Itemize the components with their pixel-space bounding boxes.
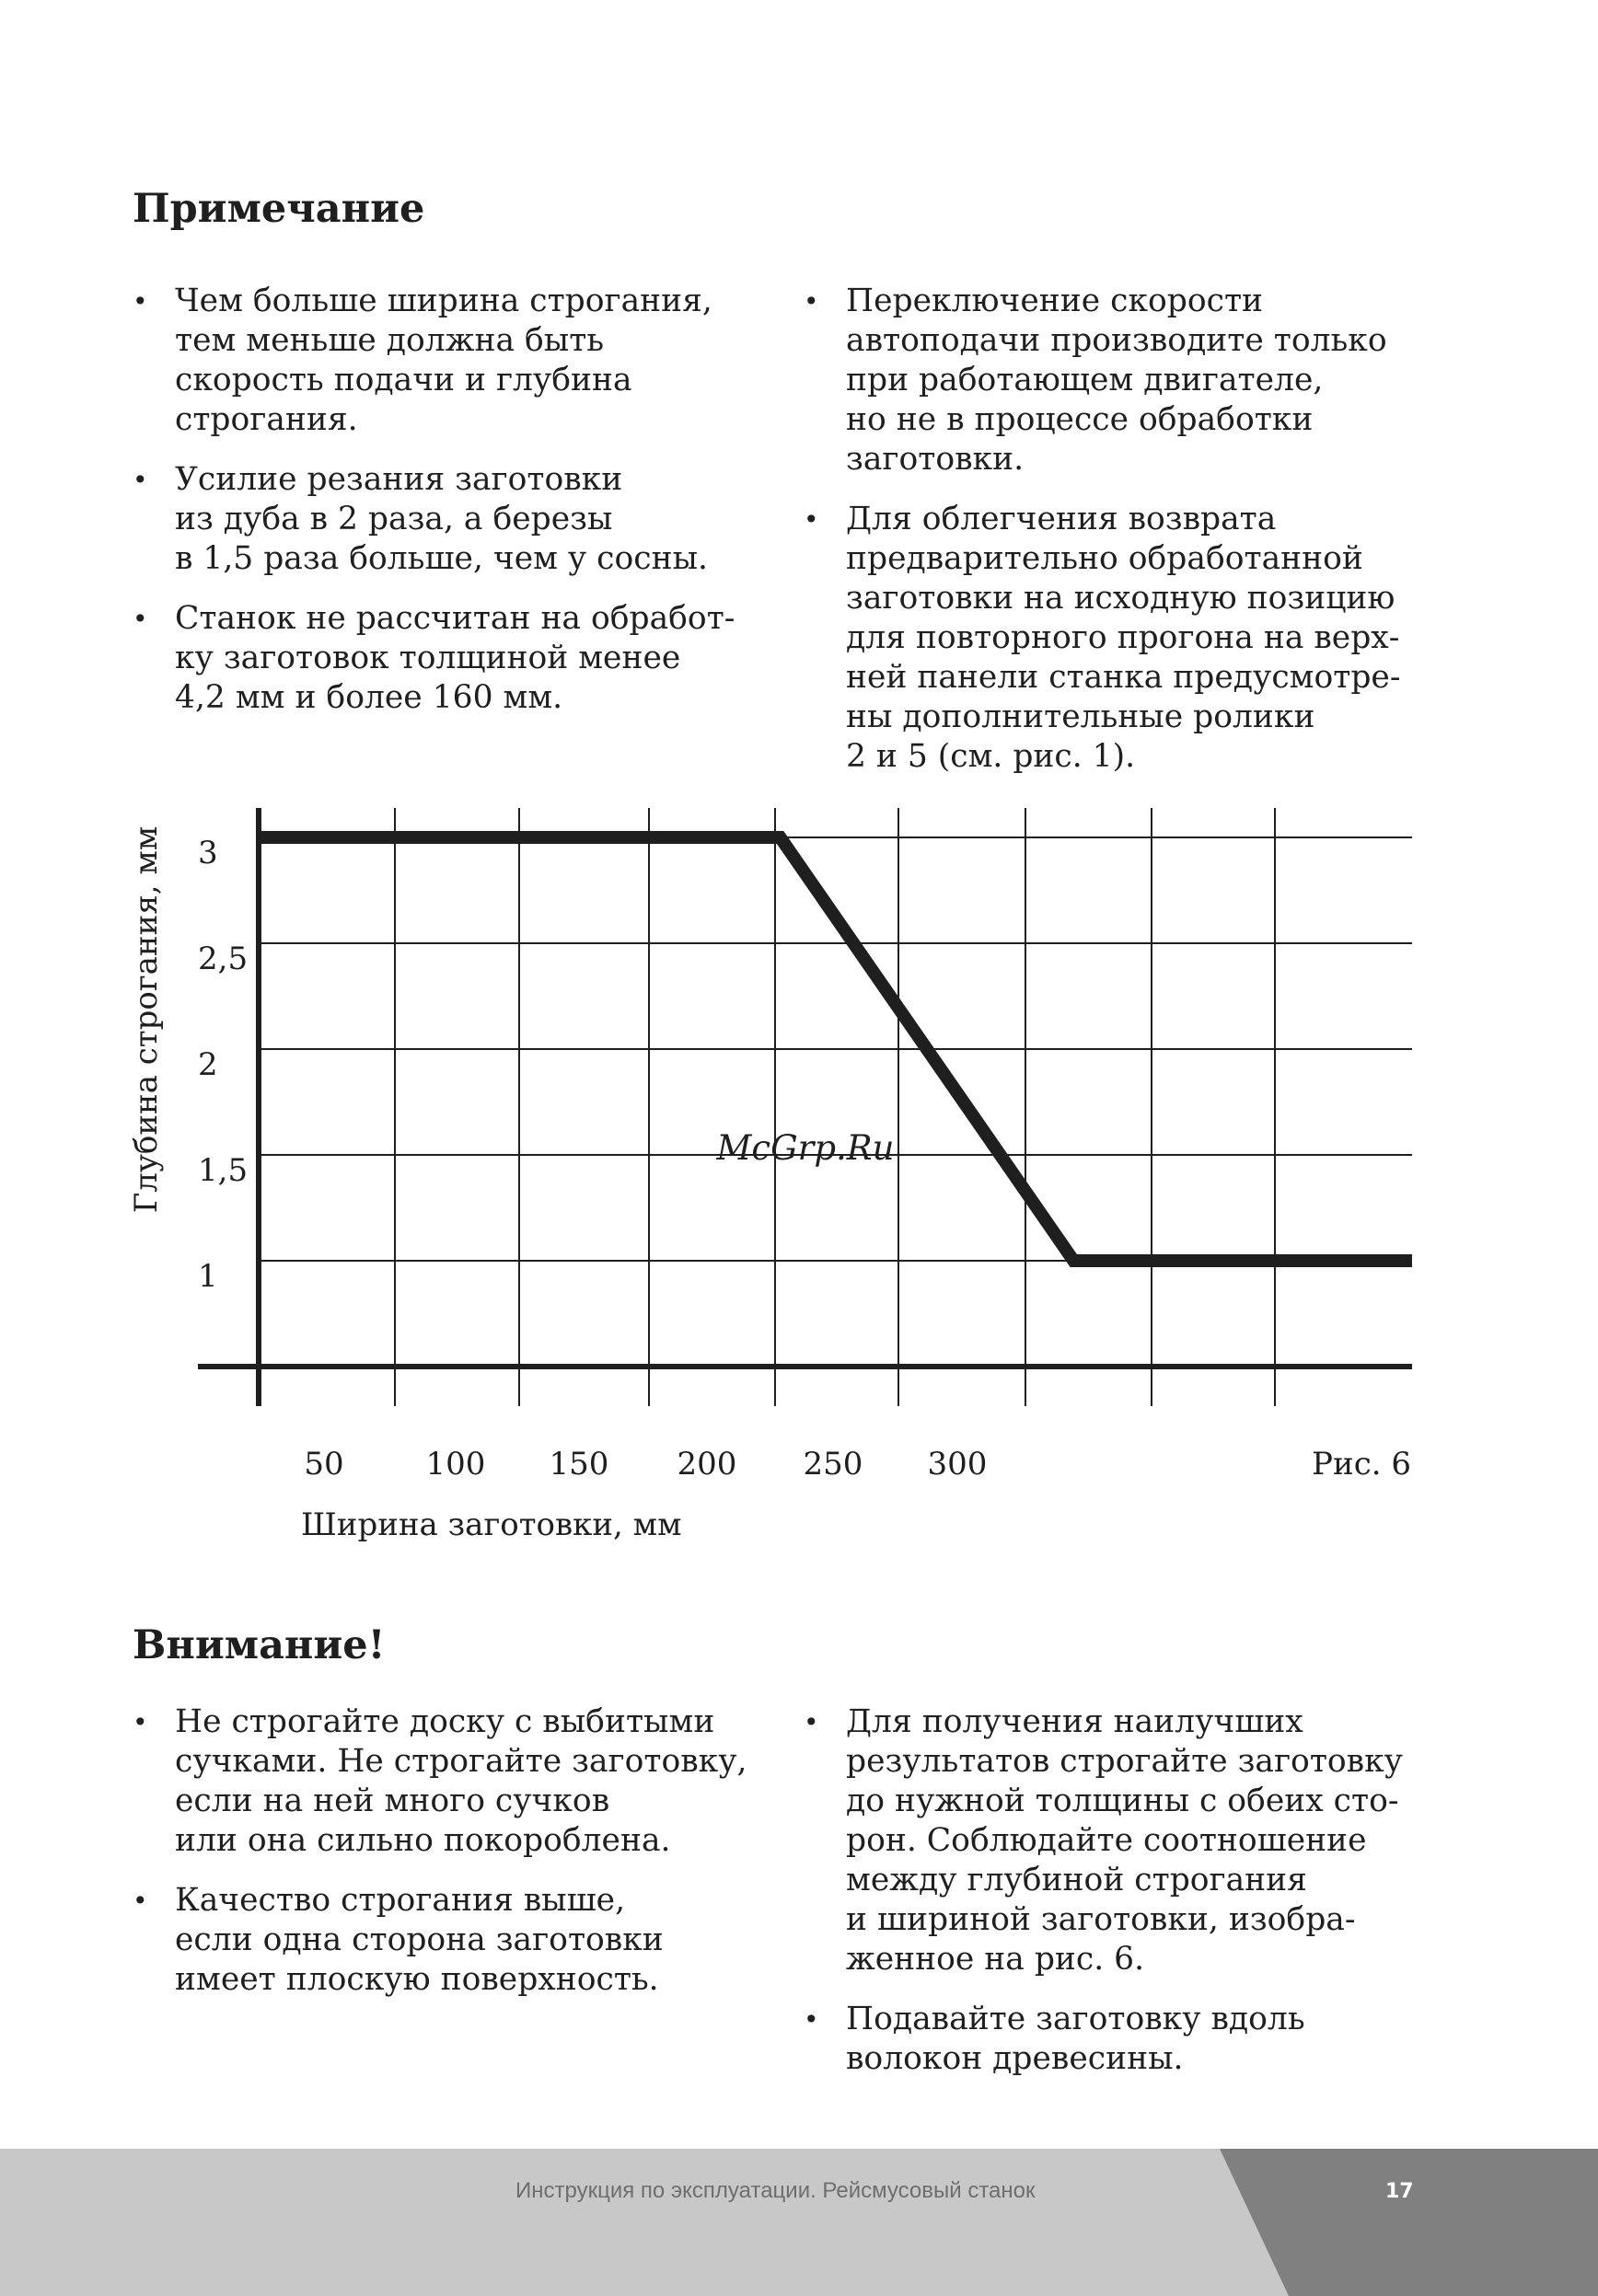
x-tick-label: 200 [677, 1446, 737, 1483]
footer-title: Инструкция по эксплуатации. Рейсмусовый станок [515, 2178, 1036, 2203]
warning-right-column [804, 1702, 1448, 2099]
depth-width-chart [0, 791, 1598, 1583]
y-tick-label: 2,5 [198, 940, 249, 977]
y-tick-label: 1 [198, 1258, 218, 1295]
warning-heading: Внимание! [133, 1622, 386, 1668]
x-tick-label: 100 [425, 1446, 486, 1483]
page-number-tab [1220, 2149, 1598, 2296]
x-tick-label: 50 [304, 1446, 344, 1483]
figure-caption: Рис. 6 [1312, 1446, 1411, 1483]
x-tick-label: 300 [927, 1446, 988, 1483]
warning-left-column [133, 1702, 777, 2020]
note-right-column [804, 282, 1448, 797]
note-item: • Чем больше ширина строгания, тем меньше должна быть скорость подачи и глубина строгания. [133, 282, 777, 440]
y-axis-label: Глубина строгания, мм [128, 825, 165, 1214]
page-number: 17 [1385, 2180, 1414, 2203]
warning-item: • Подавайте заготовку вдоль волокон древесины. [804, 2000, 1448, 2079]
warning-item: • Качество строгания выше, если одна сторона заготовки имеет плоскую поверхность. [133, 1881, 777, 2000]
note-item: • Для облегчения возврата предварительно обработанной заготовки на исходную позицию для повторного прогона на верх- ней панели станка предусмотре- ны дополнительные ролики 2 и 5 (см. рис. 1). [804, 500, 1448, 777]
note-heading: Примечание [133, 186, 425, 232]
note-left-column [133, 282, 777, 738]
warning-item: • Для получения наилучших результатов строгайте заготовку до нужной толщины с обеих сто- рон. Соблюдайте соотношение между глубиной строгания и шириной заготовки, изобра- женное на рис. 6. [804, 1702, 1448, 1979]
note-item: • Усилие резания заготовки из дуба в 2 раза, а березы в 1,5 раза больше, чем у сосны. [133, 460, 777, 579]
y-tick-label: 3 [198, 835, 218, 871]
note-item: • Станок не рассчитан на обработ- ку заготовок толщиной менее 4,2 мм и более 160 мм. [133, 599, 777, 718]
x-axis-label: Ширина заготовки, мм [301, 1506, 682, 1543]
x-tick-label: 150 [549, 1446, 609, 1483]
watermark: McGrp.Ru [716, 1128, 895, 1168]
page-footer [0, 2149, 1598, 2296]
x-tick-label: 250 [803, 1446, 863, 1483]
y-tick-label: 2 [198, 1046, 218, 1083]
y-tick-label: 1,5 [198, 1152, 249, 1189]
note-item: • Переключение скорости автоподачи производите только при работающем двигателе, но не в процессе обработки заготовки. [804, 282, 1448, 479]
chart-axes [198, 808, 1412, 1406]
chart-grid [259, 808, 1412, 1406]
warning-item: • Не строгайте доску с выбитыми сучками. Не строгайте заготовку, если на ней много сучков или она сильно покороблена. [133, 1702, 777, 1861]
